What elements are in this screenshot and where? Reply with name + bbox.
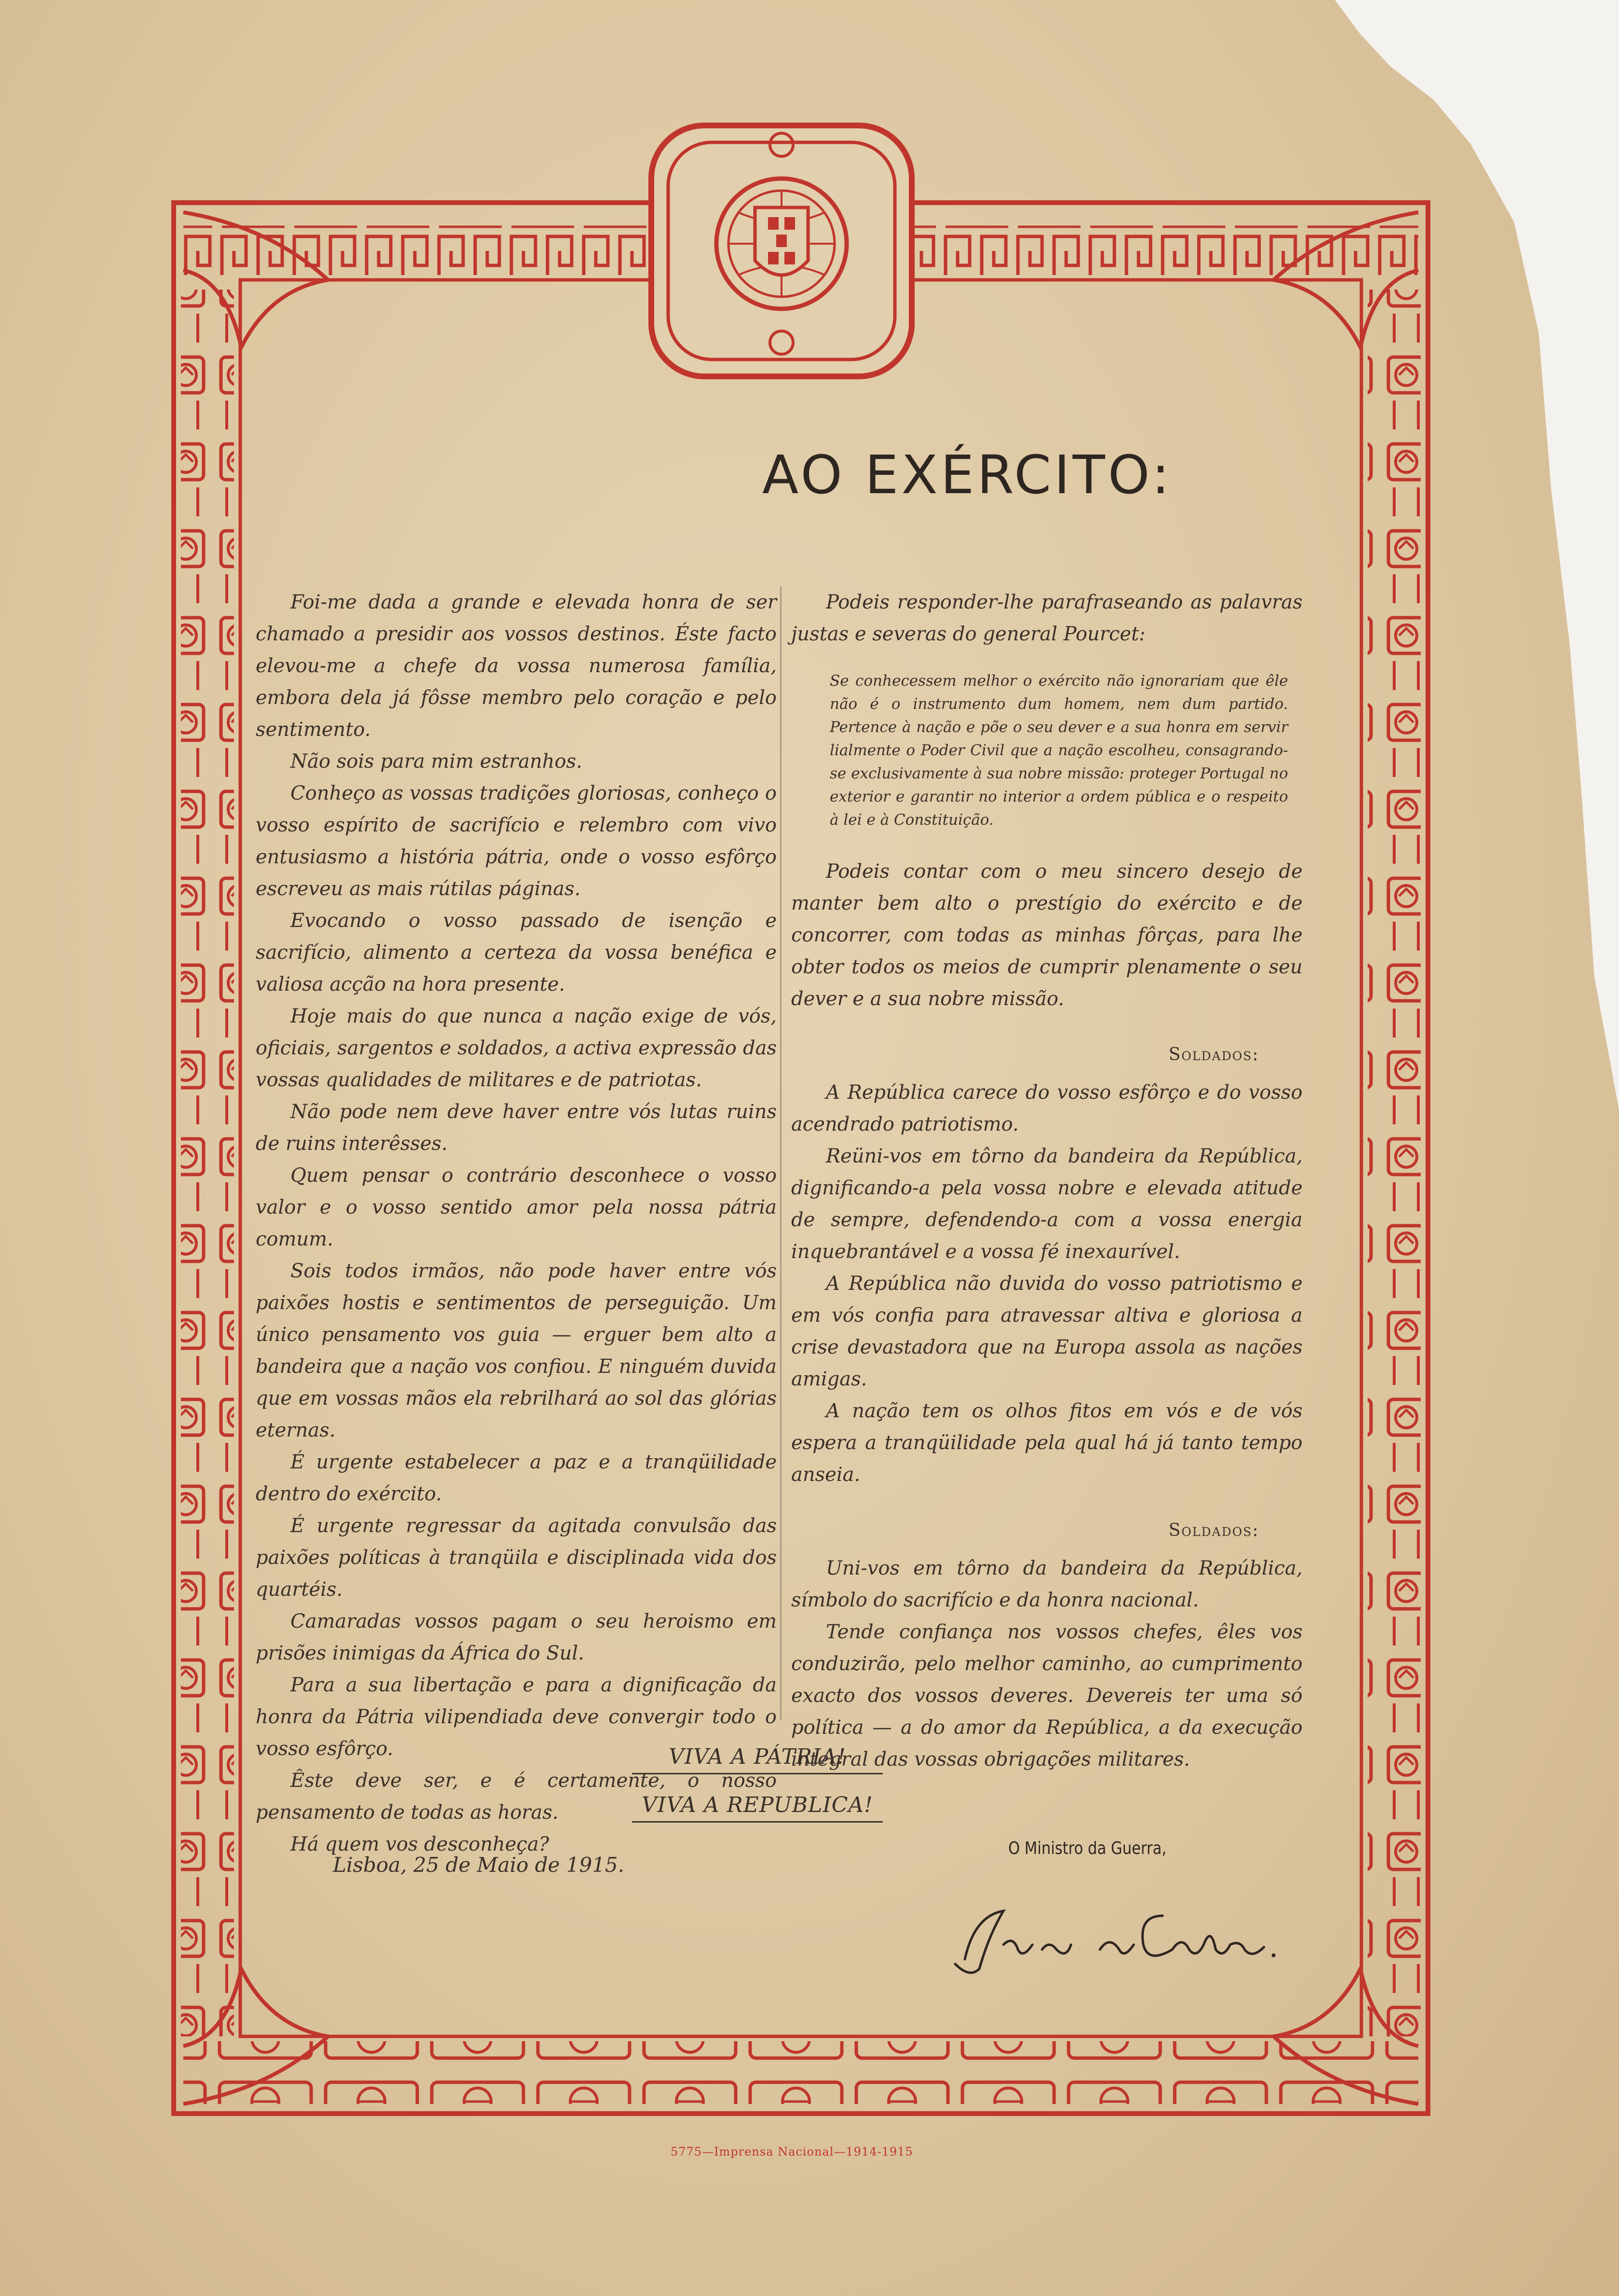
paragraph: Êste deve ser, e é certamente, o nosso pensamento de todas as horas.	[256, 1770, 777, 1824]
paragraph: Reüni-vos em tôrno da bandeira da República, dignificando-a pela vossa nobre e elevada atitude de sempre, defendendo-a com a vossa energia inquebrantável e a vossa fé inexaurível.	[791, 1145, 1303, 1263]
paragraph: Tende confiança nos vossos chefes, êles vos conduzirão, pelo melhor caminho, ao cumprimento exacto dos vossos deveres. Devereis ter uma só política — a do amor da República, a da execução integral das vossas obrigações militares.	[791, 1621, 1303, 1770]
page-title: AO EXÉRCITO:	[762, 444, 1173, 506]
viva-republica: VIVA A REPUBLICA!	[632, 1793, 883, 1823]
paragraph: Evocando o vosso passado de isenção e sacrifício, alimento a certeza da vossa benéfica e valiosa acção na hora presente.	[256, 910, 777, 996]
paragraph: A República não duvida do vosso patriotismo e em vós confia para atravessar altiva e gloriosa a crise devastadora que na Europa assola as nações amigas.	[791, 1272, 1303, 1390]
paragraph: Há quem vos desconheça?	[290, 1833, 549, 1855]
section-heading: Soldados:	[1168, 1521, 1259, 1540]
paragraph: É urgente regressar da agitada convulsão das paixões políticas à tranqüila e disciplinada vida dos quartéis.	[256, 1515, 777, 1601]
paragraph: Camaradas vossos pagam o seu heroismo em prisões inimigas da África do Sul.	[256, 1610, 777, 1664]
paragraph: Foi-me dada a grande e elevada honra de ser chamado a presidir aos vossos destinos. Éste facto elevou-me a chefe da vossa numerosa família, embora dela já fôsse membro pelo coração e pelo sentimento.	[256, 591, 777, 741]
coat-of-arms-icon	[651, 125, 912, 376]
paragraph: É urgente estabelecer a paz e a tranqüilidade dentro do exército.	[256, 1451, 777, 1505]
paragraph: Sois todos irmãos, não pode haver entre vós paixões hostis e sentimentos de perseguição. Um único pensamento vos guia — erguer bem alto a bandeira que a nação vos confiou. E ninguém duvida que em vossas mãos ela rebrilhará ao sol das glórias eternas.	[256, 1260, 777, 1441]
paragraph: Conheço as vossas tradições gloriosas, conheço o vosso espírito de sacrifício e relembro com vivo entusiasmo a história pátria, onde o vosso esfôrço escreveu as mais rútilas páginas.	[256, 782, 777, 900]
paragraph: A nação tem os olhos fitos em vós e de vós espera a tranqüilidade pela qual há já tanto tempo anseia.	[791, 1400, 1303, 1486]
minister-title: O Ministro da Guerra,	[1008, 1839, 1166, 1858]
place-date: Lisboa, 25 de Maio de 1915.	[333, 1853, 625, 1877]
paragraph: Não pode nem deve haver entre vós lutas ruins de ruins interêsses.	[256, 1101, 777, 1155]
section-heading: Soldados:	[1168, 1045, 1259, 1065]
printer-footer: 5775—Imprensa Nacional—1914-1915	[671, 2145, 913, 2158]
column-divider	[780, 586, 782, 1720]
paragraph: Podeis contar com o meu sincero desejo de manter bem alto o prestígio do exército e de concorrer, com todas as minhas fôrças, para lhe obter todos os meios de cumprir plenamente o seu dever e a sua nobre missão.	[791, 860, 1303, 1010]
paragraph: Podeis responder-lhe parafraseando as palavras justas e severas do general Pourcet:	[791, 591, 1303, 645]
paragraph: Quem pensar o contrário desconhece o vosso valor e o vosso sentido amor pela nossa pátria comum.	[256, 1164, 777, 1250]
paragraph: Uni-vos em tôrno da bandeira da República, símbolo do sacrifício e da honra nacional.	[791, 1557, 1303, 1611]
quote-block: Se conhecessem melhor o exército não ignorariam que êle não é o instrumento dum homem, nem dum partido. Pertence à nação e põe o seu dever e a sua honra em servir lialmente o Poder Civil que a nação escolheu, consagrando-se exclusivamente à sua nobre missão: proteger Portugal no exterior e garantir no interior a ordem pública e o respeito à lei e à Constituição.	[830, 672, 1288, 829]
left-column	[256, 586, 777, 1860]
viva-patria: VIVA A PÁTRIA!	[632, 1744, 883, 1774]
handwritten-signature	[946, 1896, 1283, 1978]
paragraph: Hoje mais do que nunca a nação exige de vós, oficiais, sargentos e soldados, a activa expressão das vossas qualidades de militares e de patriotas.	[256, 1005, 777, 1091]
paragraph: Para a sua libertação e para a dignificação da honra da Pátria vilipendiada deve convergir todo o vosso esfôrço.	[256, 1674, 777, 1760]
paragraph: A República carece do vosso esfôrço e do vosso acendrado patriotismo.	[791, 1081, 1303, 1135]
paragraph: Não sois para mim estranhos.	[290, 750, 582, 773]
right-column	[791, 586, 1303, 1775]
